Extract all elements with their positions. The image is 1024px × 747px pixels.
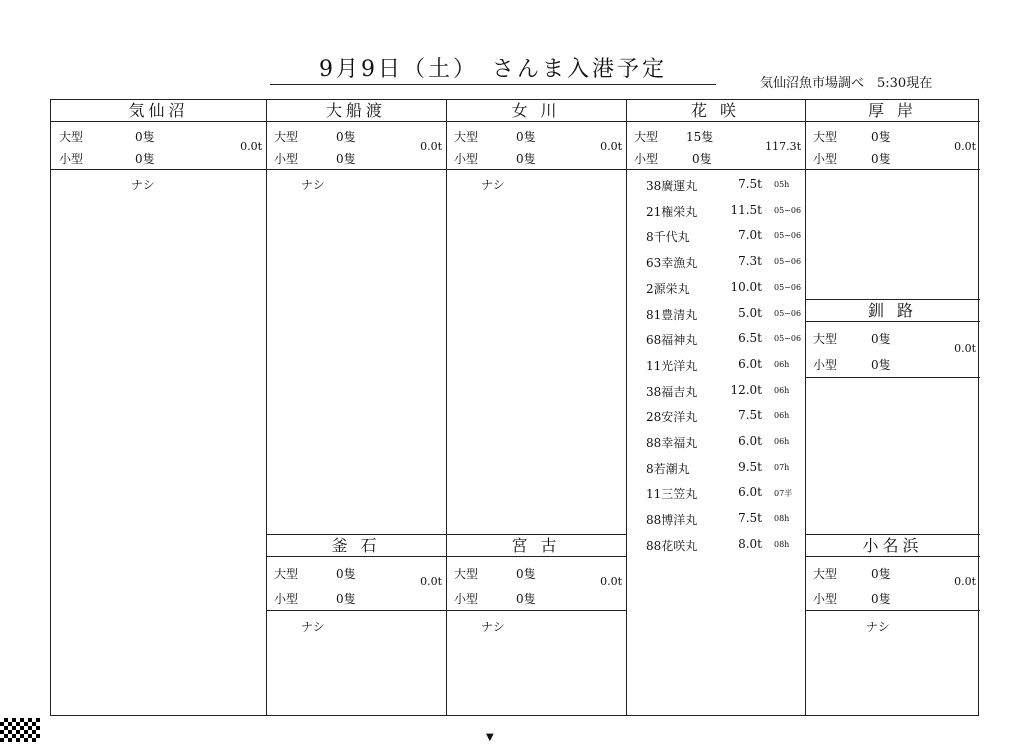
page-title: 9月9日（土） さんま入港予定	[270, 56, 716, 85]
vessel-name: 38福吉丸	[646, 384, 698, 399]
none-note: ナシ	[301, 620, 325, 634]
total-tonnage: 0.0t	[954, 575, 976, 588]
vessel-weight: 7.5t	[738, 408, 762, 423]
vessel-arrival-time: 06h	[774, 359, 790, 369]
vessel-list-hanasaki	[626, 172, 805, 572]
vessel-name: 8若潮丸	[646, 461, 690, 476]
large-count: 0隻	[871, 567, 891, 581]
large-label: 大型	[813, 567, 838, 581]
summary-kamaishi	[266, 557, 446, 611]
port-name-ofunato: 大船渡	[266, 100, 446, 122]
port-name-miyako: 宮 古	[446, 535, 626, 557]
port-name-kushiro: 釧 路	[805, 300, 980, 322]
vessel-name: 11光洋丸	[646, 358, 698, 373]
vessel-row	[626, 301, 806, 327]
port-table	[50, 99, 979, 716]
small-label: 小型	[59, 152, 84, 166]
large-label: 大型	[59, 130, 84, 144]
port-name-hanasaki: 花 咲	[626, 100, 805, 122]
port-name-kesennuma: 気仙沼	[51, 100, 266, 122]
summary-kushiro	[805, 322, 980, 378]
vessel-arrival-time: 07h	[774, 462, 790, 472]
vessel-name: 81豊清丸	[646, 307, 698, 322]
large-count: 0隻	[135, 130, 155, 144]
small-count: 0隻	[871, 592, 891, 606]
vessel-row	[626, 429, 806, 455]
vessel-weight: 7.5t	[738, 177, 762, 191]
total-tonnage: 117.3t	[765, 140, 801, 153]
large-count: 0隻	[871, 130, 891, 144]
vessel-row	[626, 198, 806, 224]
vessel-arrival-time: 05~06	[774, 334, 802, 344]
vessel-arrival-time: 06h	[774, 437, 790, 446]
none-note: ナシ	[131, 178, 155, 192]
large-label: 大型	[274, 130, 299, 144]
vessel-row	[626, 403, 806, 429]
large-label: 大型	[634, 130, 659, 144]
none-note: ナシ	[301, 178, 325, 192]
small-label: 小型	[634, 152, 659, 166]
column-divider	[266, 100, 267, 715]
small-label: 小型	[813, 152, 838, 166]
vessel-row	[626, 480, 806, 506]
none-note: ナシ	[481, 620, 505, 634]
vessel-arrival-time: 07半	[774, 489, 793, 499]
vessel-arrival-time: 08h	[774, 514, 790, 524]
column-divider	[446, 100, 447, 715]
vessel-name: 38廣運丸	[646, 179, 698, 193]
small-label: 小型	[454, 592, 479, 606]
vessel-weight: 7.3t	[738, 254, 762, 269]
vessel-weight: 8.0t	[738, 536, 762, 551]
small-label: 小型	[454, 152, 479, 166]
vessel-row	[626, 352, 806, 378]
down-arrow-icon: ▼	[486, 732, 494, 743]
large-label: 大型	[274, 567, 299, 581]
summary-akkeshi	[805, 122, 980, 170]
vessel-weight: 6.0t	[738, 434, 762, 448]
vessel-arrival-time: 05~06	[774, 257, 802, 267]
vessel-arrival-time: 05~06	[774, 205, 802, 215]
vessel-weight: 11.5t	[730, 202, 762, 217]
total-tonnage: 0.0t	[954, 342, 976, 355]
small-count: 0隻	[871, 152, 891, 166]
vessel-name: 8千代丸	[646, 230, 690, 245]
summary-onagawa	[446, 122, 626, 170]
vessel-row	[626, 506, 806, 532]
vessel-arrival-time: 08h	[774, 539, 790, 549]
large-label: 大型	[813, 130, 838, 144]
large-label: 大型	[454, 130, 479, 144]
vessel-row	[626, 455, 806, 481]
vessel-weight: 5.0t	[738, 305, 762, 320]
large-label: 大型	[454, 567, 479, 581]
small-count: 0隻	[336, 592, 356, 606]
small-count: 0隻	[871, 358, 891, 372]
vessel-row	[626, 275, 806, 301]
vessel-arrival-time: 05h	[774, 180, 790, 189]
total-tonnage: 0.0t	[420, 140, 442, 153]
vessel-row	[626, 249, 806, 275]
port-name-akkeshi: 厚 岸	[805, 100, 980, 122]
small-count: 0隻	[516, 152, 536, 166]
vessel-name: 21権栄丸	[646, 204, 698, 219]
port-name-onagawa: 女 川	[446, 100, 626, 122]
vessel-name: 63幸漁丸	[646, 256, 698, 271]
large-count: 0隻	[336, 567, 356, 581]
small-label: 小型	[813, 358, 838, 372]
source-note: 気仙沼魚市場調べ 5:30現在	[760, 76, 933, 91]
vessel-weight: 10.0t	[730, 279, 762, 294]
vessel-weight: 9.5t	[738, 459, 762, 474]
total-tonnage: 0.0t	[600, 140, 622, 153]
vessel-arrival-time: 05~06	[774, 282, 802, 292]
scan-marker	[0, 718, 40, 742]
vessel-name: 11三笠丸	[646, 487, 698, 502]
small-label: 小型	[274, 152, 299, 166]
large-count: 0隻	[516, 130, 536, 144]
vessel-row	[626, 378, 806, 404]
total-tonnage: 0.0t	[600, 575, 622, 588]
summary-miyako	[446, 557, 626, 611]
vessel-name: 88花咲丸	[646, 538, 698, 553]
none-note: ナシ	[866, 620, 890, 634]
small-label: 小型	[813, 592, 838, 606]
vessel-row	[626, 326, 806, 352]
port-name-onahama: 小名浜	[805, 535, 980, 557]
large-count: 0隻	[871, 332, 891, 346]
small-count: 0隻	[336, 152, 356, 166]
total-tonnage: 0.0t	[240, 140, 262, 153]
total-tonnage: 0.0t	[954, 140, 976, 153]
vessel-weight: 6.0t	[738, 356, 762, 371]
summary-ofunato	[266, 122, 446, 170]
vessel-arrival-time: 06h	[774, 385, 790, 395]
summary-onahama	[805, 557, 980, 611]
small-count: 0隻	[516, 592, 536, 606]
vessel-row	[626, 223, 806, 249]
summary-kesennuma	[51, 122, 266, 170]
small-count: 0隻	[692, 152, 712, 166]
total-tonnage: 0.0t	[420, 575, 442, 588]
summary-hanasaki	[626, 122, 805, 170]
vessel-arrival-time: 06h	[774, 411, 790, 421]
vessel-name: 88博洋丸	[646, 513, 698, 528]
vessel-weight: 7.5t	[738, 511, 762, 526]
vessel-row	[626, 532, 806, 558]
vessel-weight: 12.0t	[730, 382, 762, 397]
vessel-name: 68福神丸	[646, 333, 698, 348]
vessel-name: 88幸福丸	[646, 436, 698, 450]
vessel-weight: 6.5t	[738, 331, 762, 346]
vessel-weight: 6.0t	[738, 485, 762, 500]
large-count: 0隻	[336, 130, 356, 144]
large-count: 15隻	[686, 130, 714, 144]
none-note: ナシ	[481, 178, 505, 192]
port-name-kamaishi: 釜 石	[266, 535, 446, 557]
vessel-name: 2源栄丸	[646, 281, 690, 296]
large-label: 大型	[813, 332, 838, 346]
small-count: 0隻	[135, 152, 155, 166]
vessel-arrival-time: 05~06	[774, 231, 802, 241]
vessel-weight: 7.0t	[738, 228, 762, 243]
vessel-row	[626, 172, 806, 198]
large-count: 0隻	[516, 567, 536, 581]
small-label: 小型	[274, 592, 299, 606]
vessel-arrival-time: 05~06	[774, 308, 802, 318]
vessel-name: 28安洋丸	[646, 410, 698, 425]
